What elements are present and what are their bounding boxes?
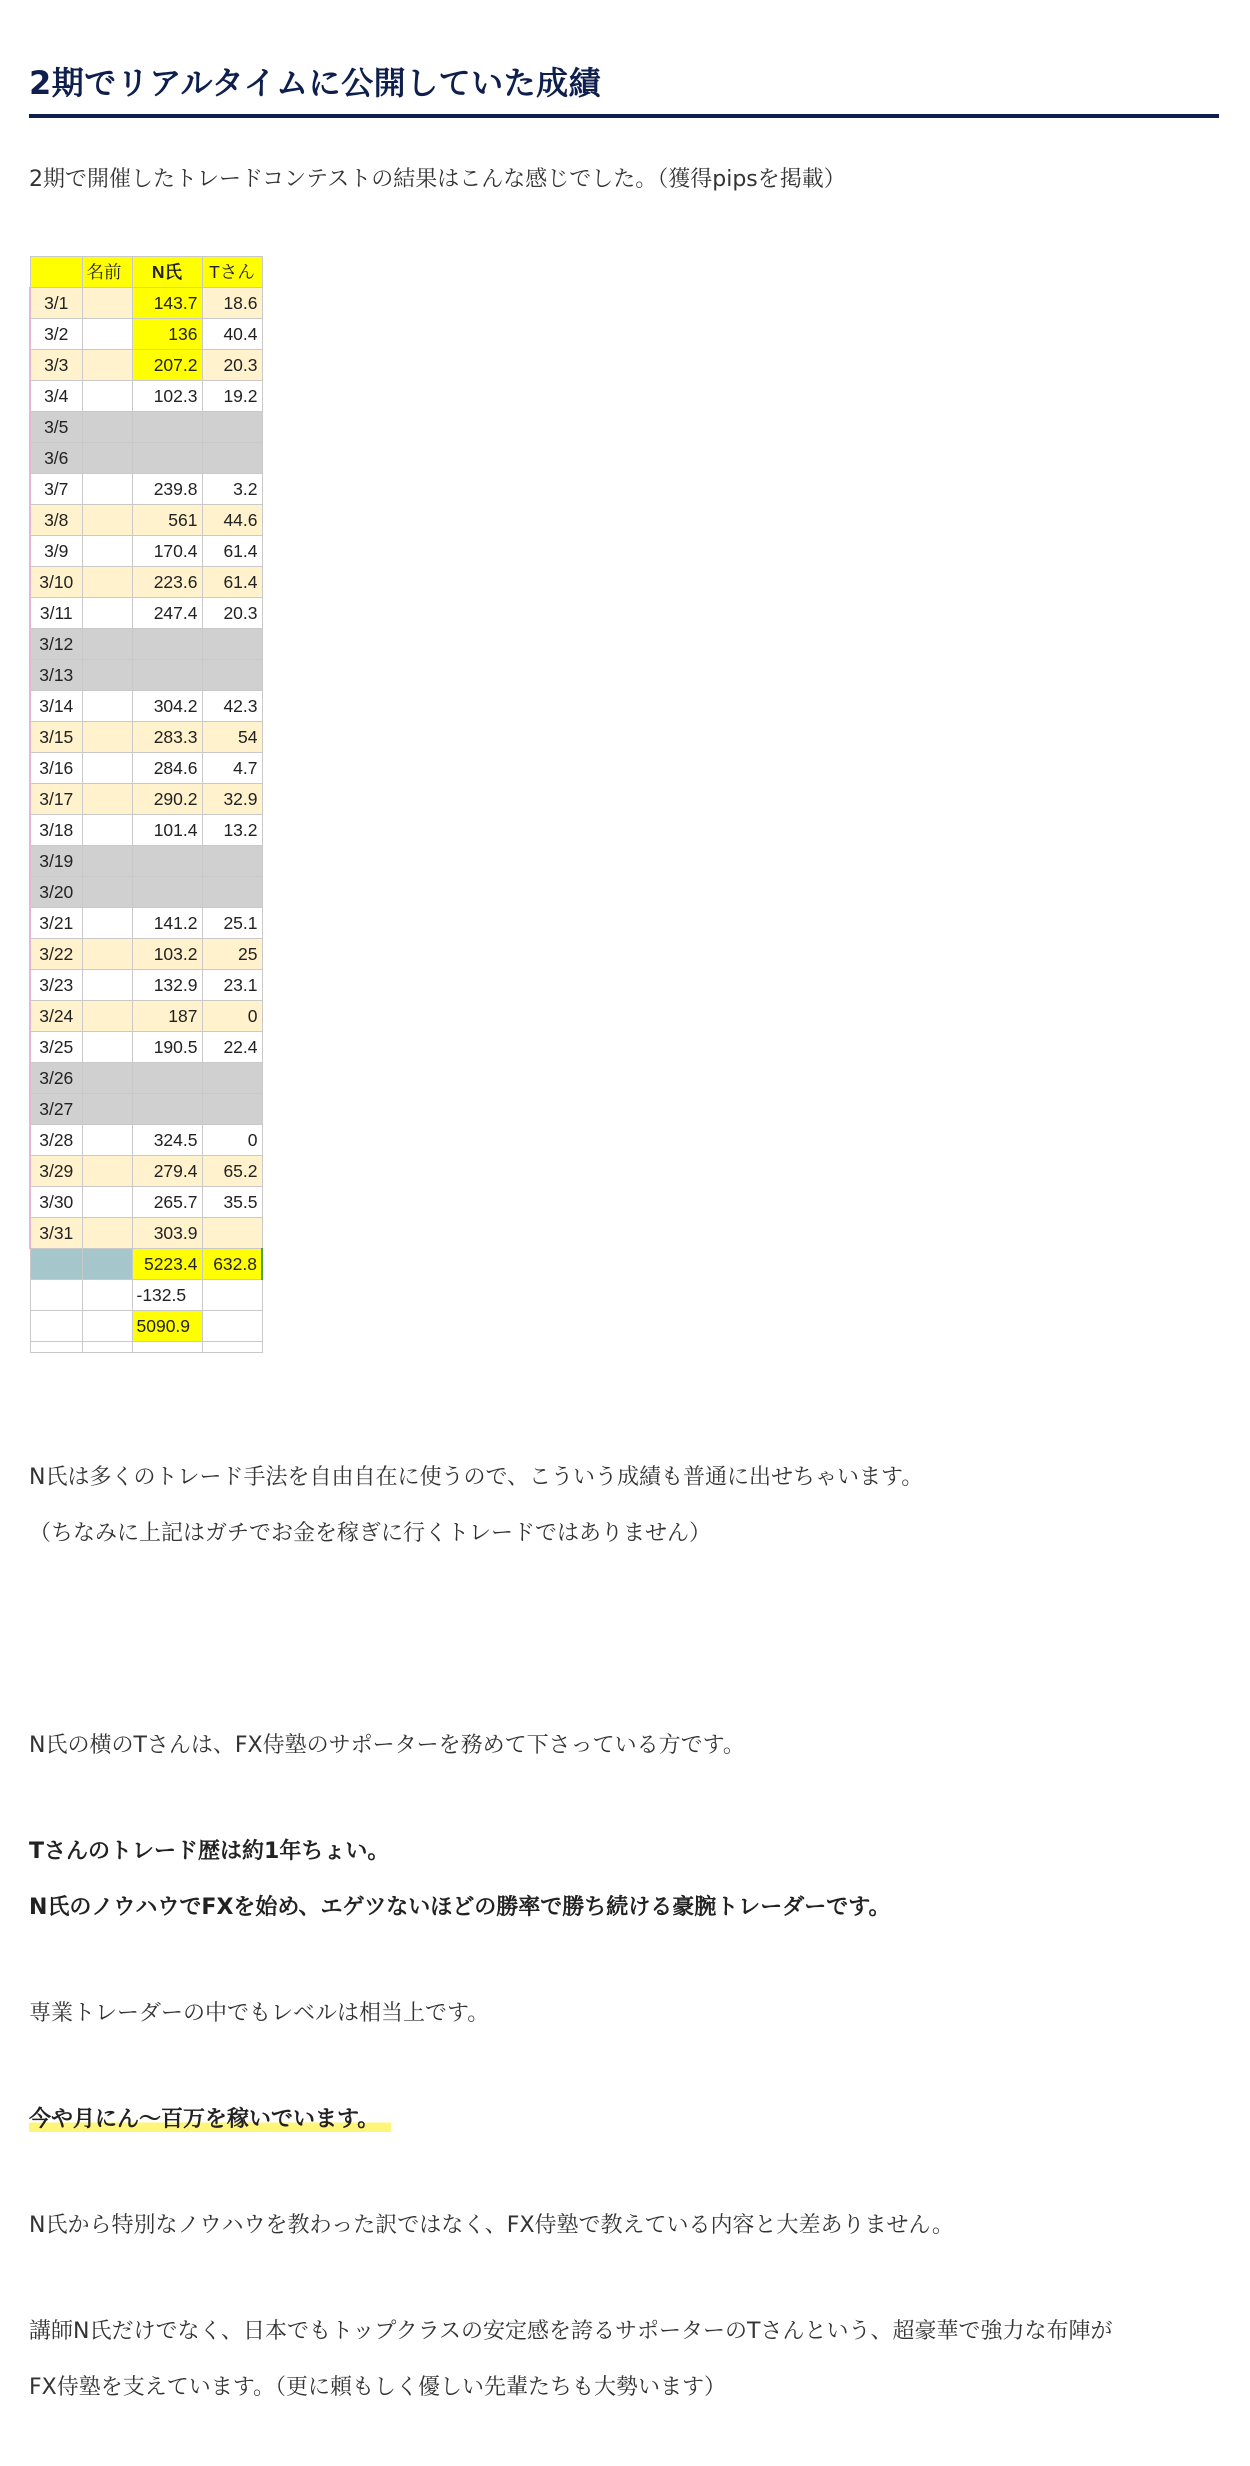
sheet-row — [30, 691, 262, 722]
sheet-name-cell — [82, 815, 132, 846]
paragraph-team-2: FX侍塾を支えています。（更に頼もしく優しい先輩たちも大勢います） — [29, 2375, 726, 2400]
sheet-name-cell — [82, 1094, 132, 1125]
sheet-empty-cell — [82, 1280, 132, 1311]
sheet-n-value: 143.7 — [132, 288, 202, 319]
sheet-name-cell — [82, 660, 132, 691]
paragraph-note: （ちなみに上記はガチでお金を稼ぎに行くトレードではありません） — [29, 1521, 712, 1546]
sheet-adjust-row — [30, 1280, 262, 1311]
paragraph-team-1: 講師N氏だけでなく、日本でもトップクラスの安定感を誇るサポーターのTさんという、超豪華で強力な布陣が — [29, 2319, 1113, 2344]
paragraph-earnings — [29, 2102, 391, 2133]
sheet-n-value: 187 — [132, 1001, 202, 1032]
sheet-date-cell: 3/4 — [30, 381, 82, 412]
sheet-name-cell — [82, 319, 132, 350]
sheet-date-cell: 3/21 — [30, 908, 82, 939]
sheet-n-value: 247.4 — [132, 598, 202, 629]
sheet-name-cell — [82, 753, 132, 784]
sheet-n-value — [132, 443, 202, 474]
sheet-t-value: 42.3 — [202, 691, 262, 722]
sheet-date-cell: 3/15 — [30, 722, 82, 753]
sheet-t-value: 23.1 — [202, 970, 262, 1001]
sheet-date-cell: 3/17 — [30, 784, 82, 815]
sheet-name-cell — [82, 629, 132, 660]
sheet-t-value: 3.2 — [202, 474, 262, 505]
sheet-date-cell: 3/20 — [30, 877, 82, 908]
sheet-name-cell — [82, 288, 132, 319]
sheet-empty-cell — [202, 1311, 262, 1342]
sheet-blank-row — [30, 1342, 262, 1353]
sheet-row — [30, 1001, 262, 1032]
sheet-t-value: 61.4 — [202, 567, 262, 598]
sheet-n-value: 265.7 — [132, 1187, 202, 1218]
sheet-n-value — [132, 629, 202, 660]
sheet-empty-cell — [82, 1311, 132, 1342]
sheet-row — [30, 1063, 262, 1094]
sheet-n-value: 279.4 — [132, 1156, 202, 1187]
sheet-n-value — [132, 660, 202, 691]
sheet-t-value: 54 — [202, 722, 262, 753]
sheet-date-cell: 3/8 — [30, 505, 82, 536]
sheet-name-cell — [82, 381, 132, 412]
sheet-empty-cell — [30, 1311, 82, 1342]
sheet-name-cell — [82, 877, 132, 908]
sheet-date-cell: 3/3 — [30, 350, 82, 381]
sheet-date-cell: 3/1 — [30, 288, 82, 319]
sheet-date-cell: 3/16 — [30, 753, 82, 784]
sheet-date-cell: 3/12 — [30, 629, 82, 660]
sheet-empty-cell — [202, 1280, 262, 1311]
sheet-row — [30, 1032, 262, 1063]
sheet-empty-cell — [30, 1342, 82, 1353]
sheet-name-cell — [82, 691, 132, 722]
sheet-name-cell — [82, 474, 132, 505]
sheet-row — [30, 505, 262, 536]
sheet-name-cell — [82, 784, 132, 815]
sheet-n-value: 284.6 — [132, 753, 202, 784]
sheet-n-value: 283.3 — [132, 722, 202, 753]
sheet-date-cell: 3/14 — [30, 691, 82, 722]
sheet-t-value: 0 — [202, 1125, 262, 1156]
sheet-row — [30, 319, 262, 350]
sheet-t-value — [202, 1063, 262, 1094]
sheet-row — [30, 939, 262, 970]
sheet-t-value — [202, 629, 262, 660]
paragraph-t-trader: N氏のノウハウでFXを始め、エゲツないほどの勝率で勝ち続ける豪腕トレーダーです。 — [29, 1895, 891, 1920]
sheet-t-value: 25 — [202, 939, 262, 970]
sheet-row — [30, 350, 262, 381]
sheet-name-cell — [82, 1156, 132, 1187]
sheet-n-value: 304.2 — [132, 691, 202, 722]
sheet-header-corner — [30, 257, 82, 288]
sheet-n-value: 561 — [132, 505, 202, 536]
sheet-row — [30, 722, 262, 753]
sheet-t-value — [202, 412, 262, 443]
sheet-row — [30, 536, 262, 567]
sheet-name-cell — [82, 412, 132, 443]
sheet-empty-cell — [30, 1280, 82, 1311]
sheet-n-summary: -132.5 — [132, 1280, 202, 1311]
sheet-total-row — [30, 1249, 262, 1280]
sheet-date-cell: 3/5 — [30, 412, 82, 443]
sheet-t-value: 18.6 — [202, 288, 262, 319]
sheet-t-value: 35.5 — [202, 1187, 262, 1218]
section-heading: 2期でリアルタイムに公開していた成績 — [29, 64, 602, 102]
sheet-n-value: 102.3 — [132, 381, 202, 412]
sheet-row — [30, 908, 262, 939]
sheet-row — [30, 753, 262, 784]
sheet-t-value: 19.2 — [202, 381, 262, 412]
sheet-row — [30, 846, 262, 877]
sheet-date-cell: 3/18 — [30, 815, 82, 846]
sheet-row — [30, 412, 262, 443]
sheet-t-value: 32.9 — [202, 784, 262, 815]
sheet-name-cell — [82, 598, 132, 629]
sheet-row — [30, 970, 262, 1001]
sheet-date-cell: 3/31 — [30, 1218, 82, 1249]
sheet-n-value: 223.6 — [132, 567, 202, 598]
sheet-date-cell: 3/29 — [30, 1156, 82, 1187]
paragraph-n-performance: N氏は多くのトレード手法を自由自在に使うので、こういう成績も普通に出せちゃいます。 — [29, 1465, 924, 1490]
sheet-row — [30, 1125, 262, 1156]
sheet-row — [30, 598, 262, 629]
sheet-date-cell: 3/6 — [30, 443, 82, 474]
sheet-n-value — [132, 1063, 202, 1094]
sheet-date-cell: 3/7 — [30, 474, 82, 505]
sheet-date-cell: 3/2 — [30, 319, 82, 350]
sheet-n-value: 103.2 — [132, 939, 202, 970]
sheet-t-value: 65.2 — [202, 1156, 262, 1187]
sheet-empty-cell — [82, 1342, 132, 1353]
sheet-t-value: 40.4 — [202, 319, 262, 350]
sheet-row — [30, 877, 262, 908]
sheet-n-value: 101.4 — [132, 815, 202, 846]
sheet-name-cell — [82, 970, 132, 1001]
sheet-total-label — [30, 1249, 82, 1280]
sheet-row — [30, 784, 262, 815]
sheet-row — [30, 660, 262, 691]
sheet-n-summary: 5090.9 — [132, 1311, 202, 1342]
sheet-row — [30, 1094, 262, 1125]
sheet-t-value: 25.1 — [202, 908, 262, 939]
sheet-total-empty — [82, 1249, 132, 1280]
sheet-row — [30, 1218, 262, 1249]
paragraph-t-history: Tさんのトレード歴は約1年ちょい。 — [29, 1839, 390, 1864]
sheet-t-value: 44.6 — [202, 505, 262, 536]
sheet-t-value: 13.2 — [202, 815, 262, 846]
sheet-t-value: 61.4 — [202, 536, 262, 567]
sheet-n-value — [132, 846, 202, 877]
sheet-total-t: 632.8 — [202, 1249, 262, 1280]
sheet-header-t: Tさん — [202, 257, 262, 288]
results-spreadsheet-image — [29, 256, 263, 1353]
sheet-name-cell — [82, 350, 132, 381]
sheet-n-value: 132.9 — [132, 970, 202, 1001]
sheet-n-summary — [132, 1342, 202, 1353]
sheet-date-cell: 3/28 — [30, 1125, 82, 1156]
sheet-name-cell — [82, 722, 132, 753]
sheet-row — [30, 815, 262, 846]
sheet-t-value — [202, 846, 262, 877]
sheet-row — [30, 381, 262, 412]
sheet-t-value: 20.3 — [202, 350, 262, 381]
intro-text: 2期で開催したトレードコンテストの結果はこんな感じでした。（獲得pipsを掲載） — [29, 167, 846, 192]
sheet-t-value — [202, 1218, 262, 1249]
sheet-name-cell — [82, 1001, 132, 1032]
sheet-name-cell — [82, 1187, 132, 1218]
sheet-t-value — [202, 1094, 262, 1125]
highlighted-text: 今や月にん～百万を稼いでいます。 — [29, 2107, 391, 2132]
sheet-n-value: 303.9 — [132, 1218, 202, 1249]
sheet-n-value — [132, 412, 202, 443]
sheet-date-cell: 3/23 — [30, 970, 82, 1001]
sheet-final-row — [30, 1311, 262, 1342]
sheet-n-value: 207.2 — [132, 350, 202, 381]
sheet-total-n: 5223.4 — [132, 1249, 202, 1280]
paragraph-knowhow: N氏から特別なノウハウを教わった訳ではなく、FX侍塾で教えている内容と大差ありません。 — [29, 2213, 954, 2238]
sheet-n-value: 136 — [132, 319, 202, 350]
sheet-n-value: 170.4 — [132, 536, 202, 567]
sheet-name-cell — [82, 908, 132, 939]
sheet-name-cell — [82, 505, 132, 536]
sheet-n-value — [132, 877, 202, 908]
sheet-header-name: 名前 — [82, 257, 132, 288]
sheet-date-cell: 3/11 — [30, 598, 82, 629]
sheet-name-cell — [82, 1125, 132, 1156]
sheet-t-value: 20.3 — [202, 598, 262, 629]
sheet-row — [30, 1187, 262, 1218]
sheet-name-cell — [82, 846, 132, 877]
sheet-t-value — [202, 443, 262, 474]
sheet-n-value: 239.8 — [132, 474, 202, 505]
sheet-row — [30, 1156, 262, 1187]
sheet-date-cell: 3/9 — [30, 536, 82, 567]
sheet-n-value — [132, 1094, 202, 1125]
paragraph-t-supporter: N氏の横のTさんは、FX侍塾のサポーターを務めて下さっている方です。 — [29, 1733, 745, 1758]
sheet-n-value: 190.5 — [132, 1032, 202, 1063]
sheet-header-n: N氏 — [132, 257, 202, 288]
sheet-name-cell — [82, 443, 132, 474]
sheet-date-cell: 3/26 — [30, 1063, 82, 1094]
sheet-date-cell: 3/19 — [30, 846, 82, 877]
heading-underline — [29, 114, 1219, 118]
sheet-date-cell: 3/10 — [30, 567, 82, 598]
sheet-name-cell — [82, 567, 132, 598]
sheet-empty-cell — [202, 1342, 262, 1353]
sheet-date-cell: 3/30 — [30, 1187, 82, 1218]
sheet-n-value: 141.2 — [132, 908, 202, 939]
sheet-date-cell: 3/27 — [30, 1094, 82, 1125]
sheet-header-row — [30, 257, 262, 288]
sheet-row — [30, 288, 262, 319]
sheet-row — [30, 474, 262, 505]
sheet-name-cell — [82, 1218, 132, 1249]
sheet-t-value — [202, 877, 262, 908]
sheet-date-cell: 3/25 — [30, 1032, 82, 1063]
sheet-row — [30, 567, 262, 598]
sheet-t-value — [202, 660, 262, 691]
sheet-name-cell — [82, 939, 132, 970]
sheet-row — [30, 443, 262, 474]
sheet-row — [30, 629, 262, 660]
sheet-n-value: 324.5 — [132, 1125, 202, 1156]
sheet-name-cell — [82, 1063, 132, 1094]
sheet-date-cell: 3/22 — [30, 939, 82, 970]
sheet-t-value: 22.4 — [202, 1032, 262, 1063]
sheet-t-value: 0 — [202, 1001, 262, 1032]
paragraph-level: 専業トレーダーの中でもレベルは相当上です。 — [29, 2001, 490, 2026]
sheet-date-cell: 3/24 — [30, 1001, 82, 1032]
sheet-date-cell: 3/13 — [30, 660, 82, 691]
sheet-name-cell — [82, 1032, 132, 1063]
sheet-name-cell — [82, 536, 132, 567]
sheet-t-value: 4.7 — [202, 753, 262, 784]
sheet-n-value: 290.2 — [132, 784, 202, 815]
